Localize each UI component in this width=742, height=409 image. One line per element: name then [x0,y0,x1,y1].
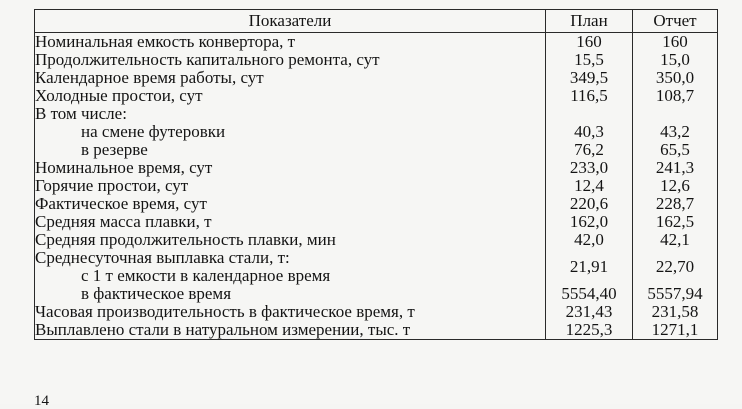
plan-value: 12,4 [546,177,633,195]
report-value: 160 [633,33,718,52]
table-row [35,123,718,141]
row-label: на смене футеровки [35,123,546,141]
table-row [35,159,718,177]
row-label: с 1 т емкости в календарное время [35,267,546,285]
table-row [35,231,718,249]
table-row [35,141,718,159]
table-row [35,105,718,123]
report-value: 5557,94 [633,285,718,303]
plan-value: 42,0 [546,231,633,249]
indicators-table [34,9,718,340]
row-label: Фактическое время, сут [35,195,546,213]
plan-value: 76,2 [546,141,633,159]
table-row [35,303,718,321]
report-value: 22,70 [633,249,718,285]
row-label: Календарное время работы, сут [35,69,546,87]
header-report: Отчет [633,10,718,33]
table-row [35,249,718,267]
row-label: Горячие простои, сут [35,177,546,195]
plan-value: 231,43 [546,303,633,321]
row-label: Номинальная емкость конвертора, т [35,33,546,52]
report-value: 108,7 [633,87,718,105]
plan-value: 40,3 [546,123,633,141]
report-value: 162,5 [633,213,718,231]
plan-value: 15,5 [546,51,633,69]
plan-value: 21,91 [546,249,633,285]
row-label: Выплавлено стали в натуральном измерении, тыс. т [35,321,546,340]
report-value: 12,6 [633,177,718,195]
plan-value: 5554,40 [546,285,633,303]
row-label: Среднесуточная выплавка стали, т: [35,249,546,267]
plan-value [546,105,633,123]
table-row [35,87,718,105]
report-value: 228,7 [633,195,718,213]
plan-value: 1225,3 [546,321,633,340]
header-indicators: Показатели [35,10,546,33]
report-value: 65,5 [633,141,718,159]
table-row [35,177,718,195]
row-label: Средняя масса плавки, т [35,213,546,231]
plan-value: 160 [546,33,633,52]
report-value: 1271,1 [633,321,718,340]
row-label: Номинальное время, сут [35,159,546,177]
report-value: 42,1 [633,231,718,249]
row-label: Холодные простои, сут [35,87,546,105]
plan-value: 116,5 [546,87,633,105]
table-row [35,51,718,69]
plan-value: 233,0 [546,159,633,177]
row-label: в фактическое время [35,285,546,303]
report-value: 241,3 [633,159,718,177]
table-row [35,321,718,340]
report-value [633,105,718,123]
plan-value: 162,0 [546,213,633,231]
table-row [35,33,718,52]
row-label: Часовая производительность в фактическое время, т [35,303,546,321]
report-value: 231,58 [633,303,718,321]
table-row [35,195,718,213]
table-header-row [35,10,718,33]
report-value: 15,0 [633,51,718,69]
header-plan: План [546,10,633,33]
plan-value: 220,6 [546,195,633,213]
plan-value: 349,5 [546,69,633,87]
row-label: в резерве [35,141,546,159]
table-row [35,213,718,231]
table-row [35,285,718,303]
table-row [35,69,718,87]
page-number: 14 [34,393,49,409]
row-label: Средняя продолжительность плавки, мин [35,231,546,249]
report-value: 43,2 [633,123,718,141]
report-value: 350,0 [633,69,718,87]
row-label: Продолжительность капитального ремонта, сут [35,51,546,69]
row-label: В том числе: [35,105,546,123]
